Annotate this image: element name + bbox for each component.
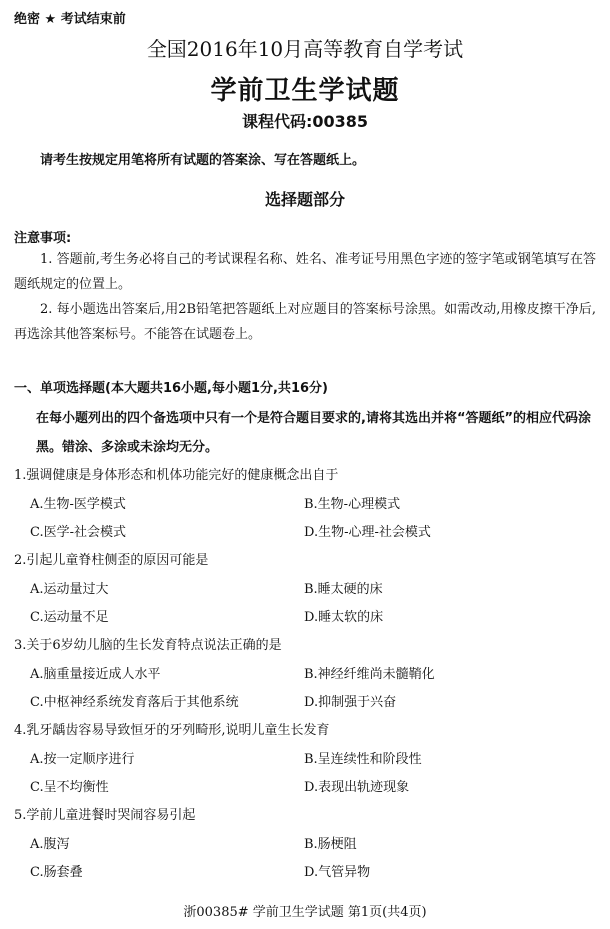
option-a: A.腹泻 (30, 837, 70, 852)
question-stem: 1.强调健康是身体形态和机体功能完好的健康概念出自于 (14, 468, 339, 483)
option-d: D.生物-心理-社会模式 (304, 525, 431, 540)
option-c: C.肠套叠 (30, 865, 83, 880)
option-c: C.运动量不足 (30, 610, 109, 625)
option-a: A.运动量过大 (30, 582, 109, 597)
option-b: B.生物-心理模式 (304, 497, 401, 512)
option-d: D.睡太软的床 (304, 610, 384, 625)
option-b: B.肠梗阻 (304, 837, 357, 852)
page-footer: 浙00385# 学前卫生学试题 第1页(共4页) (183, 905, 427, 920)
option-b: B.神经纤维尚未髓鞘化 (304, 667, 435, 682)
question-stem: 5.学前儿童进餐时哭闹容易引起 (14, 808, 196, 823)
option-b: B.睡太硬的床 (304, 582, 383, 597)
question-stem: 3.关于6岁幼儿脑的生长发育特点说法正确的是 (14, 638, 282, 653)
note-item: 2. 每小题选出答案后,用2B铅笔把答题纸上对应题目的答案标号涂黑。如需改动,用橡皮擦干净后,再选涂其他答案标号。不能答在试题卷上。 (14, 302, 596, 342)
option-a: A.脑重量接近成人水平 (30, 667, 161, 682)
course-code: 课程代码:00385 (241, 112, 369, 131)
notes-heading: 注意事项: (14, 231, 72, 246)
exam-title: 全国2016年10月高等教育自学考试 (146, 37, 464, 61)
confidential-mark: 绝密 ★ 考试结束前 (14, 12, 126, 27)
subject-title: 学前卫生学试题 (210, 76, 400, 106)
option-d: D.抑制强于兴奋 (304, 695, 397, 710)
option-c: C.中枢神经系统发育落后于其他系统 (30, 695, 239, 710)
note-item: 1. 答题前,考生务必将自己的考试课程名称、姓名、准考证号用黑色字迹的签字笔或钢笔填写在答题纸规定的位置上。 (14, 252, 596, 292)
answer-instruction: 请考生按规定用笔将所有试题的答案涂、写在答题纸上。 (40, 153, 366, 168)
option-b: B.呈连续性和阶段性 (304, 752, 422, 767)
option-c: C.医学-社会模式 (30, 525, 127, 540)
option-d: D.气管异物 (304, 865, 371, 880)
section-heading: 一、单项选择题(本大题共16小题,每小题1分,共16分) (14, 381, 328, 396)
option-a: A.生物-医学模式 (30, 497, 126, 512)
option-a: A.按一定顺序进行 (30, 752, 135, 767)
option-c: C.呈不均衡性 (30, 780, 109, 795)
option-d: D.表现出轨迹现象 (304, 780, 410, 795)
question-stem: 2.引起儿童脊柱侧歪的原因可能是 (14, 553, 209, 568)
section-description: 在每小题列出的四个备选项中只有一个是符合题目要求的,请将其选出并将“答题纸”的相应代码涂黑。错涂、多涂或未涂均无分。 (36, 411, 592, 455)
part-title: 选择题部分 (264, 190, 345, 209)
question-stem: 4.乳牙龋齿容易导致恒牙的牙列畸形,说明儿童生长发育 (14, 723, 330, 738)
